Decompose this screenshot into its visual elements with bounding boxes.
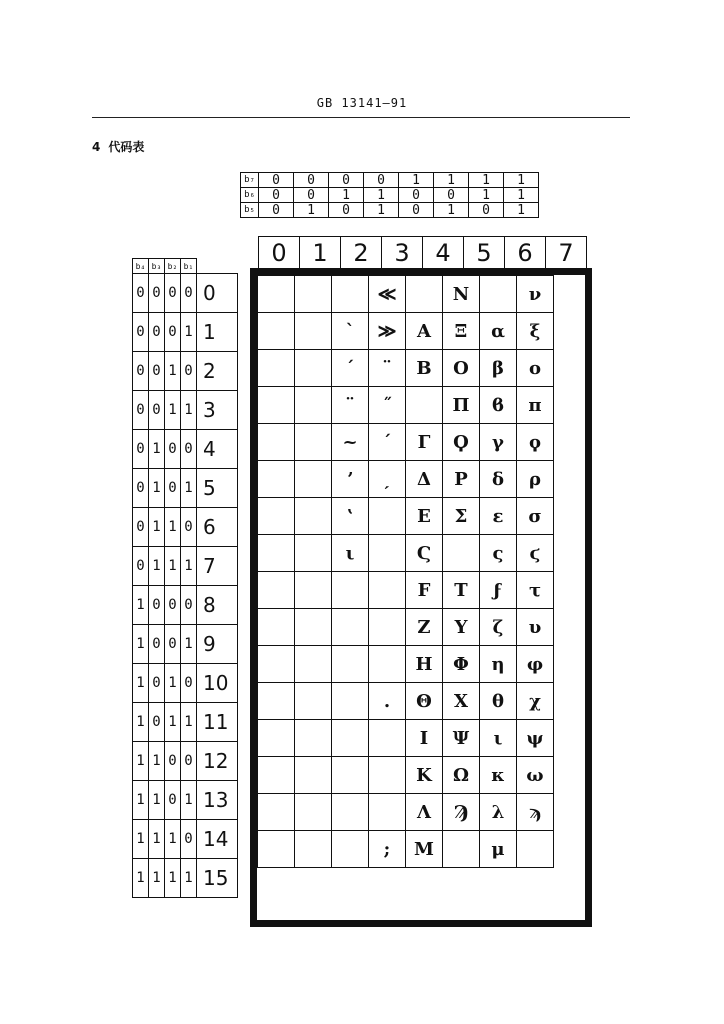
code-cell: π — [517, 387, 554, 424]
code-cell — [406, 276, 443, 313]
row-bit: 0 — [165, 274, 181, 313]
row-header-14 — [133, 820, 238, 859]
code-cell: Ϡ — [443, 794, 480, 831]
row-bit: 1 — [133, 664, 149, 703]
code-cell — [258, 424, 295, 461]
code-cell: ʼ — [332, 461, 369, 498]
code-cell: ξ — [517, 313, 554, 350]
code-cell — [332, 609, 369, 646]
code-cell — [295, 572, 332, 609]
row-bit: 1 — [149, 742, 165, 781]
code-cell — [295, 646, 332, 683]
code-cell — [258, 683, 295, 720]
code-cell — [369, 794, 406, 831]
row-bit: 1 — [165, 703, 181, 742]
row-number: 5 — [197, 469, 238, 508]
code-cell: P — [443, 461, 480, 498]
code-cell — [258, 276, 295, 313]
code-cell — [295, 424, 332, 461]
code-cell: ϛ — [517, 535, 554, 572]
code-cell: ϙ — [517, 424, 554, 461]
code-cell: Ϙ — [443, 424, 480, 461]
code-cell — [295, 831, 332, 868]
code-row-9 — [258, 609, 554, 646]
code-cell — [332, 794, 369, 831]
row-header-7 — [133, 547, 238, 586]
row-bit: 1 — [165, 859, 181, 898]
code-cell: K — [406, 757, 443, 794]
code-cell — [369, 646, 406, 683]
row-bit: 0 — [133, 313, 149, 352]
row-bit: 0 — [181, 664, 197, 703]
bit-b6-col-0: 0 — [259, 188, 294, 203]
code-cell — [369, 720, 406, 757]
row-bit: 0 — [165, 781, 181, 820]
code-cell — [443, 535, 480, 572]
section-title: 代码表 — [108, 140, 145, 154]
code-cell — [443, 831, 480, 868]
row-number: 0 — [197, 274, 238, 313]
bit-b7-col-3: 0 — [364, 173, 399, 188]
row-bit: 0 — [165, 625, 181, 664]
row-header-5 — [133, 469, 238, 508]
column-header-4: 4 — [423, 237, 464, 270]
code-cell: B — [406, 350, 443, 387]
code-cell — [295, 609, 332, 646]
code-row-0 — [258, 276, 554, 313]
code-cell: H — [406, 646, 443, 683]
code-cell: ¨ — [332, 387, 369, 424]
code-row-1 — [258, 313, 554, 350]
row-bit: 1 — [165, 820, 181, 859]
row-bit: 0 — [133, 352, 149, 391]
bit-b6-col-5: 0 — [434, 188, 469, 203]
code-row-3 — [258, 387, 554, 424]
code-cell: o — [517, 350, 554, 387]
code-row-15 — [258, 831, 554, 868]
row-bit: 0 — [181, 352, 197, 391]
code-cell — [406, 387, 443, 424]
bit-b7-col-6: 1 — [469, 173, 504, 188]
bit-b5-col-2: 0 — [329, 203, 364, 218]
code-cell: ϝ — [480, 572, 517, 609]
code-cell: Λ — [406, 794, 443, 831]
code-cell — [258, 461, 295, 498]
code-cell — [332, 720, 369, 757]
code-cell: μ — [480, 831, 517, 868]
bit-b6-col-2: 1 — [329, 188, 364, 203]
code-cell — [369, 757, 406, 794]
code-cell: Θ — [406, 683, 443, 720]
row-bit: 1 — [149, 508, 165, 547]
code-cell — [369, 498, 406, 535]
code-cell: ϐ — [480, 387, 517, 424]
row-number: 15 — [197, 859, 238, 898]
column-header-7: 7 — [546, 237, 587, 270]
section-number: 4 — [92, 140, 101, 154]
row-bit: 1 — [149, 547, 165, 586]
row-header-15 — [133, 859, 238, 898]
code-cell: ¨ — [369, 350, 406, 387]
row-number: 14 — [197, 820, 238, 859]
code-cell — [295, 683, 332, 720]
bit-label-b4: b₄ — [133, 259, 149, 274]
row-bit: 1 — [165, 547, 181, 586]
code-cell: υ — [517, 609, 554, 646]
row-bit: 0 — [181, 508, 197, 547]
row-number: 3 — [197, 391, 238, 430]
code-cell: ι — [480, 720, 517, 757]
column-header-3: 3 — [382, 237, 423, 270]
code-cell: O — [443, 350, 480, 387]
row-bit: 1 — [181, 547, 197, 586]
bit-b7-col-0: 0 — [259, 173, 294, 188]
row-bit: 1 — [149, 859, 165, 898]
row-bit: 1 — [181, 391, 197, 430]
row-bit: 0 — [149, 274, 165, 313]
code-cell — [332, 683, 369, 720]
row-bit: 0 — [181, 820, 197, 859]
code-cell: A — [406, 313, 443, 350]
row-header-1 — [133, 313, 238, 352]
code-cell — [295, 276, 332, 313]
bit-label-b5: b₅ — [241, 203, 259, 218]
code-cell: Π — [443, 387, 480, 424]
code-cell — [369, 609, 406, 646]
row-bit: 1 — [181, 625, 197, 664]
bit-b5-col-4: 0 — [399, 203, 434, 218]
row-bit: 1 — [181, 313, 197, 352]
bit-b6-col-1: 0 — [294, 188, 329, 203]
code-cell: κ — [480, 757, 517, 794]
bit-label-b1: b₁ — [181, 259, 197, 274]
row-number: 8 — [197, 586, 238, 625]
code-cell: λ — [480, 794, 517, 831]
code-row-10 — [258, 646, 554, 683]
row-bit: 1 — [165, 664, 181, 703]
code-cell: ι — [332, 535, 369, 572]
bit-label-b2: b₂ — [165, 259, 181, 274]
row-bit: 1 — [133, 586, 149, 625]
code-cell — [258, 572, 295, 609]
code-row-5 — [258, 461, 554, 498]
bit-b5-col-5: 1 — [434, 203, 469, 218]
row-bit: 1 — [181, 781, 197, 820]
code-cell: σ — [517, 498, 554, 535]
code-cell: ˝ — [369, 387, 406, 424]
code-cell — [258, 498, 295, 535]
code-cell: Ϛ — [406, 535, 443, 572]
code-cell: θ — [480, 683, 517, 720]
code-cell: Ψ — [443, 720, 480, 757]
row-bit: 1 — [181, 859, 197, 898]
bit-label-b3: b₃ — [149, 259, 165, 274]
row-bit: 0 — [181, 586, 197, 625]
code-cell: Ξ — [443, 313, 480, 350]
row-number: 11 — [197, 703, 238, 742]
code-cell: Y — [443, 609, 480, 646]
code-cell — [295, 535, 332, 572]
row-bit: 0 — [149, 313, 165, 352]
code-cell: α — [480, 313, 517, 350]
code-cell: Z — [406, 609, 443, 646]
code-cell: ψ — [517, 720, 554, 757]
row-bit: 0 — [181, 742, 197, 781]
code-cell: δ — [480, 461, 517, 498]
code-cell — [517, 831, 554, 868]
row-bit: 1 — [165, 508, 181, 547]
row-bit: 0 — [149, 625, 165, 664]
code-cell: ~ — [332, 424, 369, 461]
column-header-5: 5 — [464, 237, 505, 270]
row-number: 4 — [197, 430, 238, 469]
row-bit: 0 — [165, 469, 181, 508]
code-cell: ´ — [369, 424, 406, 461]
code-cell: ω — [517, 757, 554, 794]
code-cell: ν — [517, 276, 554, 313]
row-bit: 0 — [181, 274, 197, 313]
code-cell: M — [406, 831, 443, 868]
row-bit: 1 — [133, 781, 149, 820]
code-cell: γ — [480, 424, 517, 461]
code-cell: ≫ — [369, 313, 406, 350]
row-header-3 — [133, 391, 238, 430]
row-bit: 1 — [165, 352, 181, 391]
row-bit: 1 — [149, 781, 165, 820]
row-bit: 0 — [165, 313, 181, 352]
bit-b5-col-1: 1 — [294, 203, 329, 218]
code-cell — [258, 831, 295, 868]
row-bit: 1 — [133, 820, 149, 859]
code-cell: ´ — [332, 350, 369, 387]
row-number: 13 — [197, 781, 238, 820]
code-row-13 — [258, 757, 554, 794]
row-number: 9 — [197, 625, 238, 664]
code-row-8 — [258, 572, 554, 609]
row-bit: 0 — [149, 664, 165, 703]
code-cell: ς — [480, 535, 517, 572]
code-cell: Δ — [406, 461, 443, 498]
row-bit: 1 — [149, 430, 165, 469]
code-cell — [369, 572, 406, 609]
code-cell: ε — [480, 498, 517, 535]
code-cell: ζ — [480, 609, 517, 646]
bit-b6-col-7: 1 — [504, 188, 539, 203]
row-header-9 — [133, 625, 238, 664]
code-row-14 — [258, 794, 554, 831]
code-cell: ≪ — [369, 276, 406, 313]
code-cell — [258, 350, 295, 387]
code-cell — [332, 646, 369, 683]
row-bit: 0 — [133, 547, 149, 586]
row-bit: 0 — [165, 742, 181, 781]
code-cell: I — [406, 720, 443, 757]
row-number: 10 — [197, 664, 238, 703]
row-bit: 1 — [181, 469, 197, 508]
row-bit: 1 — [133, 703, 149, 742]
code-cell: Ω — [443, 757, 480, 794]
code-cell: η — [480, 646, 517, 683]
code-row-7 — [258, 535, 554, 572]
code-cell — [295, 757, 332, 794]
row-bit: 0 — [133, 508, 149, 547]
row-number: 6 — [197, 508, 238, 547]
code-cell — [295, 720, 332, 757]
code-row-2 — [258, 350, 554, 387]
code-cell — [295, 461, 332, 498]
code-cell: ρ — [517, 461, 554, 498]
row-bit: 0 — [149, 391, 165, 430]
code-cell — [332, 831, 369, 868]
bit-b6-col-4: 0 — [399, 188, 434, 203]
row-number-header — [197, 259, 238, 274]
code-cell — [258, 794, 295, 831]
row-bit: 0 — [149, 586, 165, 625]
code-cell: ˏ — [369, 461, 406, 498]
row-bit: 0 — [149, 703, 165, 742]
code-cell: ; — [369, 831, 406, 868]
code-table-grid — [257, 275, 554, 868]
row-header-8 — [133, 586, 238, 625]
code-cell: X — [443, 683, 480, 720]
header-rule — [92, 117, 630, 118]
row-number: 7 — [197, 547, 238, 586]
code-cell: τ — [517, 572, 554, 609]
code-cell: ϡ — [517, 794, 554, 831]
bit-label-b6: b₆ — [241, 188, 259, 203]
row-bit: 1 — [149, 469, 165, 508]
bit-b5-col-3: 1 — [364, 203, 399, 218]
bit-b7-col-7: 1 — [504, 173, 539, 188]
code-cell — [295, 387, 332, 424]
code-cell: . — [369, 683, 406, 720]
row-bit: 0 — [165, 430, 181, 469]
row-bit: 1 — [165, 391, 181, 430]
code-cell — [295, 498, 332, 535]
code-cell — [332, 276, 369, 313]
row-bit: 1 — [133, 859, 149, 898]
section-heading — [92, 138, 152, 155]
bit-b6-col-6: 1 — [469, 188, 504, 203]
code-cell — [369, 535, 406, 572]
row-bit: 0 — [133, 430, 149, 469]
code-cell — [258, 535, 295, 572]
row-bit: 0 — [165, 586, 181, 625]
code-cell — [295, 313, 332, 350]
row-bit: 1 — [133, 742, 149, 781]
bit-b7-col-1: 0 — [294, 173, 329, 188]
code-cell — [258, 313, 295, 350]
code-cell: β — [480, 350, 517, 387]
bit-b7-col-4: 1 — [399, 173, 434, 188]
code-cell: χ — [517, 683, 554, 720]
column-header-2: 2 — [341, 237, 382, 270]
row-header-11 — [133, 703, 238, 742]
code-cell: Φ — [443, 646, 480, 683]
bit-label-b7: b₇ — [241, 173, 259, 188]
code-cell — [258, 609, 295, 646]
row-header-2 — [133, 352, 238, 391]
row-header-12 — [133, 742, 238, 781]
code-cell — [258, 720, 295, 757]
row-number: 12 — [197, 742, 238, 781]
code-cell — [480, 276, 517, 313]
code-cell — [258, 757, 295, 794]
code-cell: F — [406, 572, 443, 609]
code-cell: Σ — [443, 498, 480, 535]
code-row-4 — [258, 424, 554, 461]
code-cell — [332, 572, 369, 609]
row-bit: 1 — [133, 625, 149, 664]
row-bit: 1 — [181, 703, 197, 742]
row-headers — [132, 258, 238, 898]
bit-b7-col-2: 0 — [329, 173, 364, 188]
document-header: GB 13141—91 — [316, 96, 408, 110]
row-bit: 1 — [149, 820, 165, 859]
code-cell — [295, 350, 332, 387]
code-cell: T — [443, 572, 480, 609]
code-cell — [258, 646, 295, 683]
code-row-12 — [258, 720, 554, 757]
column-headers — [258, 236, 587, 269]
code-cell: ʽ — [332, 498, 369, 535]
code-cell: Γ — [406, 424, 443, 461]
row-bit: 0 — [133, 274, 149, 313]
bit-b5-col-7: 1 — [504, 203, 539, 218]
row-bit: 0 — [149, 352, 165, 391]
column-header-1: 1 — [300, 237, 341, 270]
bit-header-b7-b5 — [240, 172, 539, 218]
column-header-6: 6 — [505, 237, 546, 270]
code-cell — [332, 757, 369, 794]
code-row-6 — [258, 498, 554, 535]
bit-b6-col-3: 1 — [364, 188, 399, 203]
code-cell — [295, 794, 332, 831]
row-number: 1 — [197, 313, 238, 352]
row-number: 2 — [197, 352, 238, 391]
row-header-0 — [133, 274, 238, 313]
code-cell: ` — [332, 313, 369, 350]
code-cell — [258, 387, 295, 424]
row-header-4 — [133, 430, 238, 469]
row-header-6 — [133, 508, 238, 547]
row-bit: 0 — [181, 430, 197, 469]
code-cell: E — [406, 498, 443, 535]
row-bit: 0 — [133, 469, 149, 508]
code-row-11 — [258, 683, 554, 720]
code-cell: N — [443, 276, 480, 313]
bit-b5-col-6: 0 — [469, 203, 504, 218]
bit-b5-col-0: 0 — [259, 203, 294, 218]
row-header-10 — [133, 664, 238, 703]
code-cell: φ — [517, 646, 554, 683]
row-header-13 — [133, 781, 238, 820]
bit-b7-col-5: 1 — [434, 173, 469, 188]
row-bit: 0 — [133, 391, 149, 430]
column-header-0: 0 — [259, 237, 300, 270]
